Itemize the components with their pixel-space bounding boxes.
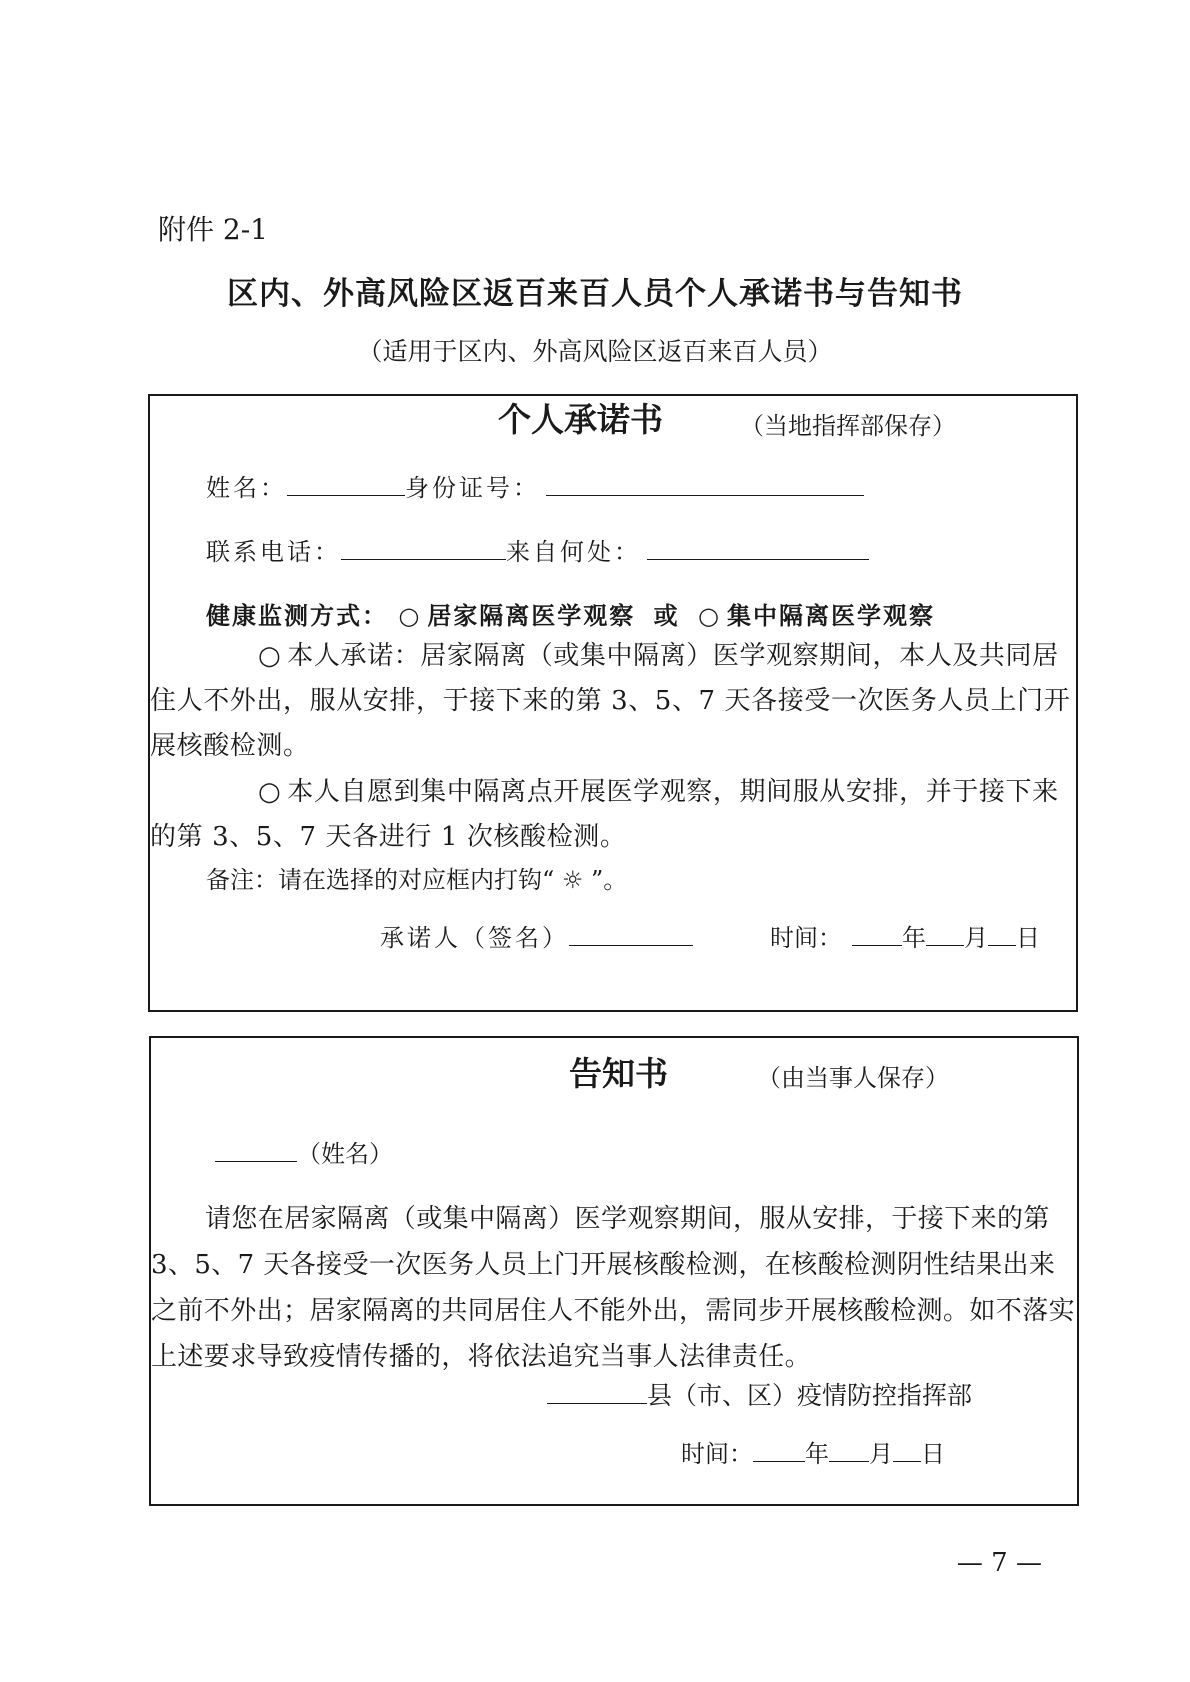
name-label: 姓名： [206,474,287,502]
authority-suffix: 县（市、区）疫情防控指挥部 [647,1381,973,1410]
commit-time-label: 时间： [770,924,842,952]
notice-month-label: 月 [869,1440,893,1468]
pledge-home-text: 本人承诺：居家隔离（或集中隔离）医学观察期间，本人及共同居住人不外出，服从安排，于接下来的第 3、5、7 天各接受一次医务人员上门开展核酸检测。 [150,641,1071,761]
health-method-row [206,596,935,631]
commit-month-field[interactable] [926,921,964,946]
home-option-label: 居家隔离医学观察 [427,601,636,630]
home-option-checkbox[interactable]: ○ [398,601,422,630]
notice-name-hint: （姓名） [297,1140,393,1168]
signature-field[interactable] [569,921,693,946]
phone-label: 联系电话： [206,538,341,566]
origin-field[interactable] [647,535,869,560]
commit-month-label: 月 [964,924,988,952]
pledge-central-text: 本人自愿到集中隔离点开展医学观察，期间服从安排，并于接下来的第 3、5、7 天各进行 1 次核酸检测。 [150,777,1059,852]
notice-year-field[interactable] [753,1437,805,1462]
origin-label: 来自何处： [506,538,641,566]
id-field[interactable] [546,471,864,496]
notice-box [149,1036,1079,1506]
attachment-label: 附件 2-1 [158,213,268,246]
notice-time-label: 时间： [681,1440,753,1468]
county-field[interactable] [547,1379,647,1404]
commitment-heading: 个人承诺书 [498,400,663,439]
pledge-central-checkbox[interactable]: ○ [258,777,282,807]
notice-day-field[interactable] [893,1437,921,1462]
id-label: 身份证号： [405,474,540,502]
notice-day-label: 日 [921,1440,945,1468]
page-number: — 7 — [956,1548,1042,1578]
central-option-label: 集中隔离医学观察 [726,601,935,630]
central-option-checkbox[interactable]: ○ [698,601,721,630]
remark: 备注：请在选择的对应框内打钩“ ☼ ”。 [206,866,628,894]
notice-name-row [215,1134,393,1169]
commit-date-row [770,918,1040,953]
notice-body: 请您在居家隔离（或集中隔离）医学观察期间，服从安排，于接下来的第 3、5、7 天各接受一次医务人员上门开展核酸检测，在核酸检测阴性结果出来之前不外出；居家隔离的共同居住人不能外出，需同步开展核酸检测。如不落实上述要求导致疫情传播的，将依法追究当事人法律责任。 [151,1204,1076,1372]
commitment-box [148,394,1078,1012]
notice-month-field[interactable] [829,1437,869,1462]
commitment-keeper-note: （当地指挥部保存） [740,412,956,440]
pledge-home-paragraph [150,634,1076,769]
health-method-label: 健康监测方式： [206,601,388,630]
signer-label: 承诺人（签名） [380,924,569,952]
commit-year-label: 年 [902,924,926,952]
pledge-home-checkbox[interactable]: ○ [258,641,282,671]
notice-year-label: 年 [805,1440,829,1468]
notice-name-field[interactable] [215,1137,297,1162]
commit-day-label: 日 [1016,924,1040,952]
authority-row [547,1376,972,1412]
notice-keeper-note: （由当事人保存） [757,1064,949,1092]
commit-year-field[interactable] [852,921,902,946]
or-word: 或 [653,601,680,630]
name-row [206,468,864,503]
document-subtitle: （适用于区内、外高风险区返百来百人员） [357,337,833,366]
phone-row [206,532,869,567]
name-field[interactable] [287,471,405,496]
signer-row [380,918,693,953]
notice-heading: 告知书 [569,1054,668,1093]
pledge-central-paragraph [150,770,1076,860]
phone-field[interactable] [341,535,506,560]
notice-date-row [681,1434,945,1469]
commit-day-field[interactable] [988,921,1016,946]
document-title: 区内、外高风险区返百来百人员个人承诺书与告知书 [227,276,963,312]
